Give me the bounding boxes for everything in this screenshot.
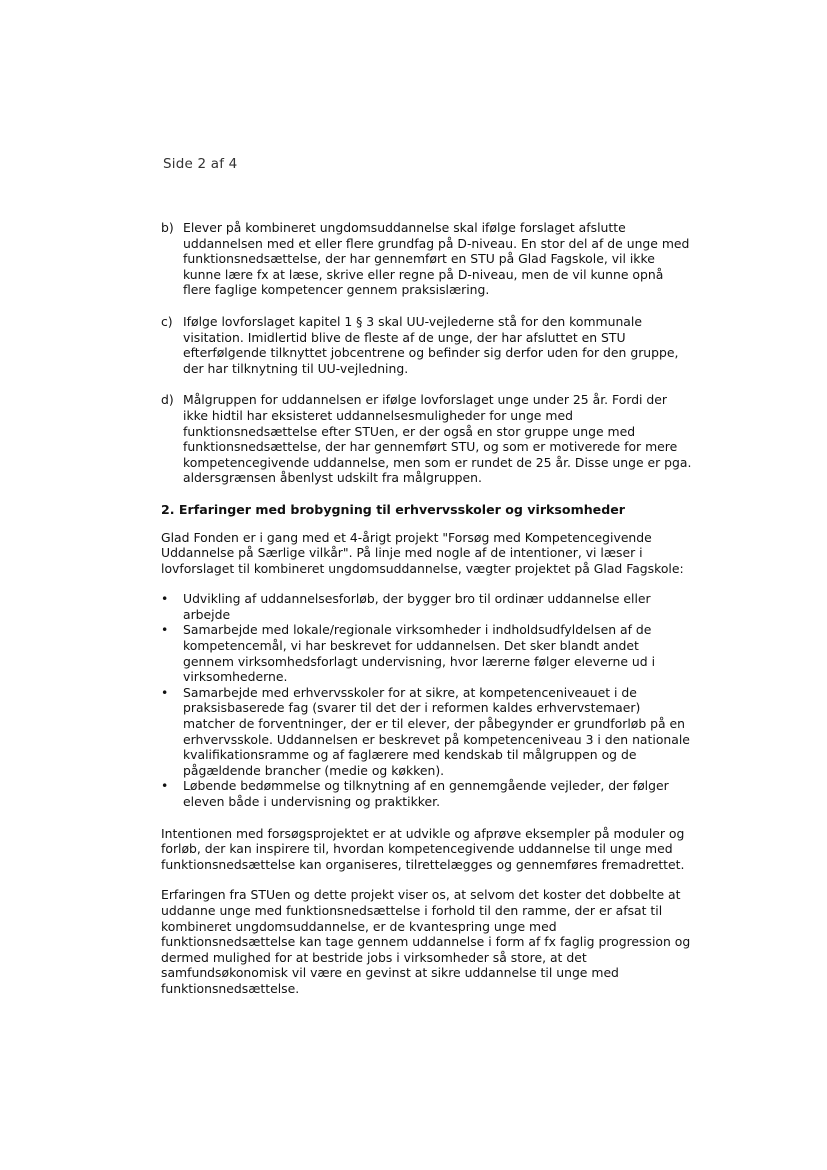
bullet-icon: • [161,591,169,607]
bullet-icon: • [161,622,169,638]
list-letter: b) [161,220,174,235]
page-number: Side 2 af 4 [163,156,238,172]
bullet-text: Løbende bedømmelse og tilknytning af en gennemgående vejleder, der følger eleven både i undervisning og praktikker. [183,778,669,809]
list-item-b [161,220,693,298]
list-item-c [161,314,693,376]
bullet-item [161,778,693,809]
bullet-item [161,685,693,779]
list-item-d [161,392,693,486]
bullet-text: Samarbejde med erhvervsskoler for at sikre, at kompetenceniveauet i de praksisbaserede fag (svarer til det der i reformen kaldes erhvervstemaer) matcher de forventninger, der er til elever, der påbegynder er grundforløb på en erhvervsskole. Uddannelsen er beskrevet på kompetenceniveau 3 i den nationale kvalifikationsramme og af faglærere med kendskab til målgruppen og de pågældende brancher (medie og køkken). [183,684,690,778]
bullet-icon: • [161,684,169,700]
list-item-text: Målgruppen for uddannelsen er ifølge lovforslaget unge under 25 år. Fordi der ikke hidtil har eksisteret uddannelsesmuligheder for unge med funktionsnedsættelse efter STUen, er der også en stor gruppe unge med funktionsnedsættelse, der har gennemført STU, og som er motiverede for mere kompetencegivende uddannelse, men som er rundet de 25 år. Disse unge er pga. aldersgrænsen åbenlyst udskilt fra målgruppen. [183,392,692,486]
section-intro-paragraph: Glad Fonden er i gang med et 4-årigt projekt "Forsøg med Kompetencegivende Uddannelse på Særlige vilkår". På linje med nogle af de intentioner, vi læser i lovforslaget til kombineret ungdomsuddannelse, vægter projektet på Glad Fagskole: [161,529,684,576]
list-item-text: Ifølge lovforslaget kapitel 1 § 3 skal UU-vejlederne stå for den kommunale visitation. Imidlertid blive de fleste af de unge, der har afsluttet en STU efterfølgende tilknyttet jobcentrene og befinder sig derfor uden for den gruppe, der har tilknytning til UU-vejledning. [183,313,679,376]
document-body [161,220,693,1012]
list-letter: c) [161,313,173,329]
list-item-text: Elever på kombineret ungdomsuddannelse skal ifølge forslaget afslutte uddannelsen med et eller flere grundfag på D-niveau. En stor del af de unge med funktionsnedsættelse, der har gennemført en STU på Glad Fagskole, vil ikke kunne lære fx at læse, skrive eller regne på D-niveau, men de vil kunne opnå flere faglige kompetencer gennem praksislæring. [183,220,690,298]
bullet-text: Udvikling af uddannelsesforløb, der bygger bro til ordinær uddannelse eller arbejde [183,591,651,622]
section-heading: 2. Erfaringer med brobygning til erhvervsskoler og virksomheder [161,501,625,517]
list-letter: d) [161,392,174,408]
bullet-list [161,591,693,809]
bullet-text: Samarbejde med lokale/regionale virksomheder i indholdsudfyldelsen af de kompetencemål, vi har beskrevet for uddannelsen. Det sker blandt andet gennem virksomhedsforlagt undervisning, hvor lærerne følger eleverne ud i virksomhederne. [183,622,656,685]
intention-paragraph: Intentionen med forsøgsprojektet er at udvikle og afprøve eksempler på moduler og forløb, der kan inspirere til, hvordan kompetencegivende uddannelse til unge med funktionsnedsættelse kan organiseres, tilrettelægges og gennemføres fremadrettet. [161,825,685,872]
experience-paragraph: Erfaringen fra STUen og dette projekt viser os, at selvom det koster det dobbelte at uddanne unge med funktionsnedsættelse i forhold til den ramme, der er afsat til kombineret ungdomsuddannelse, er de kvantespring unge med funktionsnedsættelse kan tage gennem uddannelse i form af fx faglig progression og dermed mulighed for at bestride jobs i virksomheder så store, at det samfundsøkonomisk vil være en gevinst at sikre uddannelse til unge med funktionsnedsættelse. [161,887,691,996]
bullet-item [161,591,693,622]
bullet-item [161,622,693,684]
bullet-icon: • [161,778,169,794]
